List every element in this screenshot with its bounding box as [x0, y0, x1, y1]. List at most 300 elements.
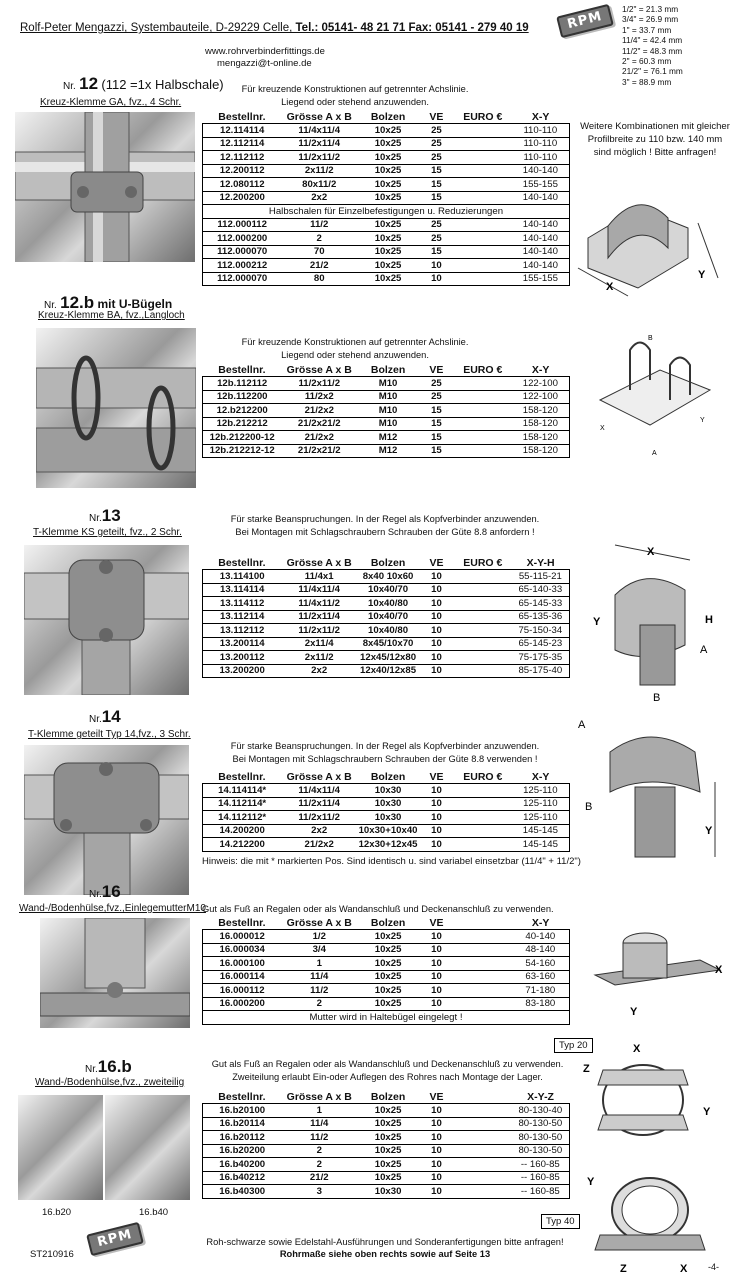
cell-groesse: 2 [281, 997, 357, 1011]
cell-bestellnr: 14.114114* [203, 784, 282, 798]
cell-dims: 140-140 [512, 232, 570, 246]
cell-dims: 122-100 [512, 377, 570, 391]
col-groesse: Grösse A x B [286, 363, 352, 376]
section-16b-type40-drawing [585, 1165, 725, 1275]
cell-bolzen: 10x25 [357, 1158, 419, 1172]
cell-bolzen: 10x25 [357, 1171, 419, 1185]
cell-euro [454, 377, 512, 391]
section-16-table [202, 916, 570, 1025]
col-groesse: Grösse A x B [286, 770, 352, 783]
cell-euro [454, 583, 512, 597]
cell-bolzen: 10x25 [357, 191, 419, 205]
cell-bestellnr: 16.000200 [203, 997, 282, 1011]
cell-bolzen: 10x25 [357, 151, 419, 165]
cell-dims: 110-110 [512, 124, 570, 138]
cell-euro [454, 1117, 512, 1131]
cell-bestellnr: 16.000100 [203, 957, 282, 971]
cell-ve: 25 [419, 124, 454, 138]
website-link[interactable]: www.rohrverbinderfittings.de [205, 46, 325, 57]
section-12b-description [200, 336, 510, 362]
cell-bestellnr: 12.080112 [203, 178, 282, 192]
cell-ve: 10 [419, 597, 454, 611]
rpm-logo: RPM [556, 4, 614, 38]
cell-ve: 10 [419, 970, 454, 984]
table-row [203, 444, 570, 458]
cell-bestellnr: 112.000200 [203, 232, 282, 246]
dim-a-label: A [652, 450, 657, 457]
nut-note: Mutter wird in Haltebügel eingelegt ! [203, 1011, 570, 1025]
cell-euro [454, 610, 512, 624]
cell-groesse: 11/2 [281, 984, 357, 998]
dim-z-label: Z [620, 1263, 627, 1275]
cell-bestellnr: 14.212200 [203, 838, 282, 852]
cell-bestellnr: 16.b40300 [203, 1185, 282, 1199]
cell-bolzen: 10x30 [357, 811, 419, 825]
cell-bolzen: 10x40/70 [357, 583, 419, 597]
col-euro: EURO € [463, 556, 503, 569]
table-row [203, 637, 570, 651]
cell-ve: 10 [419, 1144, 454, 1158]
cell-ve: 15 [419, 164, 454, 178]
cell-euro [454, 664, 512, 678]
cell-euro [454, 431, 512, 445]
cell-ve: 10 [419, 784, 454, 798]
cell-dims: -- 160-85 [512, 1158, 570, 1172]
cell-euro [454, 390, 512, 404]
section-16b-table [202, 1090, 570, 1199]
cell-dims: -- 160-85 [512, 1185, 570, 1199]
cell-bolzen: 10x25 [357, 943, 419, 957]
cell-ve: 10 [419, 1104, 454, 1118]
cell-euro [454, 984, 512, 998]
col-xy: X-Y [531, 916, 550, 929]
cell-bolzen: 10x25 [357, 1117, 419, 1131]
cell-dims: 125-110 [512, 811, 570, 825]
desc-line-2: Zweiteilung erlaubt Ein-oder Auflegen des Rohres nach Montage der Lager. [232, 1072, 543, 1082]
cell-bestellnr: 14.112112* [203, 811, 282, 825]
cell-bolzen: M12 [357, 431, 419, 445]
wall-sleeve-photo [40, 918, 190, 1028]
cell-ve: 25 [419, 218, 454, 232]
cell-dims: 122-100 [512, 390, 570, 404]
cell-groesse: 80x11/2 [281, 178, 357, 192]
table-header [203, 363, 570, 377]
table-row [203, 784, 570, 798]
cell-bolzen: M10 [357, 417, 419, 431]
cell-groesse: 11/4 [281, 970, 357, 984]
dim-a-label: A [578, 719, 586, 731]
cell-ve: 10 [419, 570, 454, 584]
cell-bestellnr: 12b.212212 [203, 417, 282, 431]
table-row [203, 191, 570, 205]
t-clamp-14-illustration [24, 745, 189, 895]
cell-bolzen: 10x30 [357, 1185, 419, 1199]
col-bestellnr: Bestellnr. [218, 363, 266, 376]
cell-euro [454, 930, 512, 944]
cell-dims: 63-160 [512, 970, 570, 984]
table-row [203, 943, 570, 957]
col-xy: X-Y [531, 363, 550, 376]
cell-bestellnr: 16.000034 [203, 943, 282, 957]
cell-bolzen: 10x25 [357, 1131, 419, 1145]
cell-groesse: 11/2x11/2 [281, 377, 357, 391]
table-header [203, 110, 570, 124]
cell-groesse: 21/2x21/2 [281, 417, 357, 431]
section-13-table [202, 556, 570, 678]
cross-clamp-photo [15, 112, 195, 262]
cell-ve: 10 [419, 957, 454, 971]
col-euro: EURO € [463, 363, 503, 376]
cell-ve: 10 [419, 1117, 454, 1131]
cell-euro [454, 232, 512, 246]
table-row [203, 570, 570, 584]
company-header [20, 22, 529, 34]
t-clamp-ks-illustration [24, 545, 189, 695]
pipe-size-item: 1" = 33.7 mm [622, 24, 672, 35]
cell-bestellnr: 14.200200 [203, 824, 282, 838]
col-bolzen: Bolzen [370, 363, 406, 376]
cell-groesse: 11/2x11/2 [281, 624, 357, 638]
col-ve: VE [429, 916, 444, 929]
cell-bolzen: 8x45/10x70 [357, 637, 419, 651]
cell-bestellnr: 12b.212200-12 [203, 431, 282, 445]
cell-dims: 85-175-40 [512, 664, 570, 678]
col-euro: EURO € [463, 770, 503, 783]
section-13-description [200, 513, 570, 539]
cell-bestellnr: 12.112114 [203, 137, 282, 151]
pipe-size-item: 21/2" = 76.1 mm [622, 66, 683, 77]
section-12-description [200, 83, 510, 109]
dim-y-label: Y [703, 1106, 711, 1118]
page-number: -4- [708, 1262, 719, 1272]
table-row [203, 1131, 570, 1145]
col-groesse: Grösse A x B [286, 556, 352, 569]
cell-bestellnr: 16.b20200 [203, 1144, 282, 1158]
cell-groesse: 21/2x21/2 [281, 444, 357, 458]
cell-ve: 10 [419, 651, 454, 665]
dim-y-label: Y [630, 1006, 638, 1018]
t-clamp-14-photo [24, 745, 189, 895]
dim-y-label: Y [587, 1176, 595, 1188]
cell-bolzen: 10x25 [357, 1144, 419, 1158]
rpm-logo-footer: RPM [86, 1222, 144, 1256]
cell-bestellnr: 13.114112 [203, 597, 282, 611]
cell-groesse: 11/2 [281, 218, 357, 232]
cell-euro [454, 957, 512, 971]
col-bolzen: Bolzen [370, 1090, 406, 1103]
col-ve: VE [429, 110, 444, 123]
cell-dims: 65-145-23 [512, 637, 570, 651]
cell-bolzen: 10x25 [357, 218, 419, 232]
cell-dims: 158-120 [512, 431, 570, 445]
table-row [203, 417, 570, 431]
col-bolzen: Bolzen [370, 110, 406, 123]
section-12b-subtitle: Kreuz-Klemme BA, fvz.,Langloch [38, 310, 185, 321]
cell-bolzen: 10x25 [357, 930, 419, 944]
dim-a-label: A [700, 644, 708, 656]
cell-ve: 10 [419, 811, 454, 825]
email-link[interactable]: mengazzi@t-online.de [217, 58, 312, 69]
cell-bolzen: 10x25 [357, 245, 419, 259]
pipe-size-item: 11/2" = 48.3 mm [622, 45, 683, 56]
col-bolzen: Bolzen [370, 916, 406, 929]
cell-euro [454, 272, 512, 286]
cell-bolzen: 10x25 [357, 259, 419, 273]
cell-bolzen: 10x25 [357, 232, 419, 246]
cell-dims: 80-130-50 [512, 1117, 570, 1131]
cell-dims: 145-145 [512, 824, 570, 838]
table-row [203, 997, 570, 1011]
cell-dims: 140-140 [512, 164, 570, 178]
cell-ve: 15 [419, 431, 454, 445]
cell-dims: 110-110 [512, 151, 570, 165]
cell-euro [454, 811, 512, 825]
cell-groesse: 2 [281, 1158, 357, 1172]
section-12-subtitle: Kreuz-Klemme GA, fvz., 4 Schr. [40, 97, 182, 108]
cell-bestellnr: 16.b40200 [203, 1158, 282, 1172]
section-16b-description [200, 1058, 575, 1084]
cell-euro [454, 124, 512, 138]
section-16-description: Gut als Fuß an Regalen oder als Wandanschluß und Deckenanschluß zu verwenden. [202, 904, 554, 914]
table-row [203, 218, 570, 232]
table-header [203, 556, 570, 570]
pipe-size-item: 1/2" = 21.3 mm [622, 4, 679, 14]
wall-sleeve-illustration [40, 918, 190, 1028]
desc-line-1: Für starke Beanspruchungen. In der Regel als Kopfverbinder anzuwenden. [230, 741, 540, 751]
cell-bolzen: 10x40/80 [357, 597, 419, 611]
section-12b-drawing [590, 330, 720, 460]
section-number: 16 [101, 882, 121, 901]
pipe-size-item: 2" = 60.3 mm [622, 56, 672, 67]
pipe-size-list [622, 4, 683, 87]
desc-line-2: Bei Montagen mit Schlagschraubern Schrauben der Güte 8.8 verwenden ! [232, 754, 538, 764]
cell-euro [454, 1144, 512, 1158]
cell-groesse: 2 [281, 232, 357, 246]
cell-dims: 158-120 [512, 417, 570, 431]
cell-bestellnr: 16.b20112 [203, 1131, 282, 1145]
table-row [203, 797, 570, 811]
cell-dims: 140-140 [512, 218, 570, 232]
section-number: 12 [79, 74, 99, 93]
nr-label: Nr. [89, 513, 102, 524]
col-xyh: X-Y-H [526, 556, 555, 569]
section-16-drawing [590, 925, 725, 1025]
cell-ve: 25 [419, 377, 454, 391]
cell-euro [454, 838, 512, 852]
cell-bolzen: 10x25 [357, 272, 419, 286]
cell-ve: 10 [419, 1185, 454, 1199]
cell-bolzen: 10x25 [357, 1104, 419, 1118]
col-xy: X-Y [531, 770, 550, 783]
cell-ve: 10 [419, 259, 454, 273]
table-row [203, 651, 570, 665]
col-bolzen: Bolzen [370, 770, 406, 783]
cell-groesse: 11/2x11/4 [281, 610, 357, 624]
section-13-drawing [585, 535, 720, 705]
type-40-label: Typ 40 [541, 1214, 580, 1229]
cell-euro [454, 824, 512, 838]
cell-groesse: 11/4x11/4 [281, 583, 357, 597]
section-16b-subtitle: Wand-/Bodenhülse,fvz., zweiteilig [35, 1077, 185, 1088]
section-14-hint: Hinweis: die mit * markierten Pos. Sind identisch u. sind variabel einsetzbar (11/4" + 11/2") [202, 856, 581, 867]
nr-label: Nr. [89, 889, 102, 900]
table-header [203, 770, 570, 784]
section-12-halfshell: (112 =1x Halbschale) [101, 77, 224, 92]
cell-groesse: 11/2x11/4 [281, 797, 357, 811]
cell-dims: -- 160-85 [512, 1171, 570, 1185]
col-groesse: Grösse A x B [286, 110, 352, 123]
cell-euro [454, 1185, 512, 1199]
section-12-note: Weitere Kombinationen mit gleicher Profilbreite zu 110 bzw. 140 mm sind möglich ! Bitte anfragen! [580, 121, 730, 158]
cell-ve: 10 [419, 943, 454, 957]
company-contact: Tel.: 05141- 48 21 71 Fax: 05141 - 279 40 19 [295, 22, 529, 34]
cell-dims: 80-130-40 [512, 1104, 570, 1118]
section-12-table [202, 110, 570, 286]
dim-b-label: B [648, 335, 653, 342]
table-row [203, 1144, 570, 1158]
cell-ve: 10 [419, 997, 454, 1011]
desc-line-1: Für kreuzende Konstruktionen auf getrennter Achslinie. [241, 337, 469, 347]
cell-dims: 55-115-21 [512, 570, 570, 584]
cell-bestellnr: 12b.112112 [203, 377, 282, 391]
cell-groesse: 2x11/2 [281, 164, 357, 178]
desc-line-2: Liegend oder stehend anzuwenden. [281, 97, 429, 107]
cell-groesse: 21/2x2 [281, 431, 357, 445]
table-subheader [203, 205, 570, 219]
nr-label: Nr. [44, 300, 57, 311]
col-ve: VE [429, 1090, 444, 1103]
cell-bestellnr: 16.b20100 [203, 1104, 282, 1118]
table-row [203, 124, 570, 138]
cell-bestellnr: 112.000070 [203, 245, 282, 259]
cell-bolzen: 12x30+12x45 [358, 838, 418, 850]
section-16-subtitle: Wand-/Bodenhülse,fvz.,EinlegemutterM10 [19, 903, 206, 914]
section-number: 16.b [97, 1057, 132, 1076]
cell-euro [454, 943, 512, 957]
cell-dims: 158-120 [512, 404, 570, 418]
cell-groesse: 21/2x2 [281, 404, 357, 418]
cell-euro [454, 637, 512, 651]
cell-dims: 65-140-33 [512, 583, 570, 597]
table-row [203, 957, 570, 971]
col-xy: X-Y [531, 110, 550, 123]
cell-bestellnr: 12b.212212-12 [203, 444, 282, 458]
cell-dims: 80-130-50 [512, 1144, 570, 1158]
table-row [203, 1171, 570, 1185]
pipe-size-item: 3/4" = 26.9 mm [622, 14, 679, 25]
dim-x-label: X [600, 425, 605, 432]
cell-ve: 10 [419, 664, 454, 678]
dim-b-label: B [653, 692, 661, 704]
col-bestellnr: Bestellnr. [218, 770, 266, 783]
cell-groesse: 1 [281, 957, 357, 971]
cell-euro [454, 784, 512, 798]
cell-ve: 25 [419, 232, 454, 246]
caption-16b20: 16.b20 [42, 1207, 72, 1218]
cell-groesse: 11/2x11/2 [281, 811, 357, 825]
table-row [203, 137, 570, 151]
cell-bolzen: 10x40/80 [357, 624, 419, 638]
cell-bolzen: 10x30+10x40 [358, 825, 418, 837]
web-block [205, 46, 325, 70]
cell-ve: 10 [419, 1158, 454, 1172]
nr-label: Nr. [89, 714, 102, 725]
section-16b-title [85, 1057, 132, 1077]
cell-ve: 15 [419, 444, 454, 458]
cell-bolzen: 10x25 [357, 997, 419, 1011]
table-row [203, 151, 570, 165]
cell-ve: 15 [419, 191, 454, 205]
cell-ve: 10 [419, 838, 454, 852]
cell-bolzen: M12 [357, 444, 419, 458]
cell-euro [454, 570, 512, 584]
cell-ve: 25 [419, 390, 454, 404]
footer-line-2: Rohrmaße siehe oben rechts sowie auf Seite 13 [279, 1249, 491, 1259]
cell-euro [454, 151, 512, 165]
cell-ve: 10 [419, 624, 454, 638]
col-bestellnr: Bestellnr. [218, 1090, 266, 1103]
cell-bolzen: M10 [357, 377, 419, 391]
cell-bolzen: 10x30 [357, 797, 419, 811]
type-20-label: Typ 20 [554, 1038, 593, 1053]
table-row [203, 245, 570, 259]
cell-ve: 10 [419, 272, 454, 286]
cell-groesse: 11/4x11/4 [281, 124, 357, 138]
cell-euro [454, 444, 512, 458]
cell-bolzen: 10x25 [357, 178, 419, 192]
table-row [203, 984, 570, 998]
dim-x-label: X [715, 964, 723, 976]
cell-euro [454, 997, 512, 1011]
cell-bolzen: 10x25 [357, 957, 419, 971]
col-xyz: X-Y-Z [527, 1090, 554, 1103]
section-12b-suffix: mit U-Bügeln [94, 297, 173, 311]
cell-dims: 125-110 [512, 784, 570, 798]
col-ve: VE [429, 556, 444, 569]
section-14-title [89, 707, 121, 727]
cell-groesse: 1/2 [281, 930, 357, 944]
cell-bestellnr: 12.200112 [203, 164, 282, 178]
cell-euro [454, 1104, 512, 1118]
dim-z-label: Z [583, 1063, 590, 1075]
cell-bolzen: 12x40/12x85 [357, 664, 419, 678]
table-row [203, 1158, 570, 1172]
cell-bestellnr: 112.000212 [203, 259, 282, 273]
cell-groesse: 1 [281, 1104, 357, 1118]
cell-ve: 10 [419, 797, 454, 811]
cell-bestellnr: 13.112112 [203, 624, 282, 638]
cell-groesse: 21/2x2 [281, 838, 357, 852]
cross-clamp-illustration [15, 112, 195, 262]
table-row [203, 624, 570, 638]
cell-groesse: 3 [281, 1185, 357, 1199]
cell-bestellnr: 13.200114 [203, 637, 282, 651]
cell-euro [454, 1171, 512, 1185]
section-number: 12.b [60, 293, 95, 312]
col-euro: EURO € [463, 110, 503, 123]
cell-bestellnr: 16.000114 [203, 970, 282, 984]
cell-ve: 25 [419, 137, 454, 151]
cell-euro [454, 218, 512, 232]
cell-dims: 75-150-34 [512, 624, 570, 638]
cell-bestellnr: 12.b212200 [203, 404, 282, 418]
table-row [203, 1104, 570, 1118]
cell-bestellnr: 13.200200 [203, 664, 282, 678]
cell-dims: 155-155 [512, 272, 570, 286]
cell-bestellnr: 112.000112 [203, 218, 282, 232]
cell-euro [454, 245, 512, 259]
desc-line-2: Bei Montagen mit Schlagschraubern Schrauben der Güte 8.8 anfordern ! [235, 527, 535, 537]
